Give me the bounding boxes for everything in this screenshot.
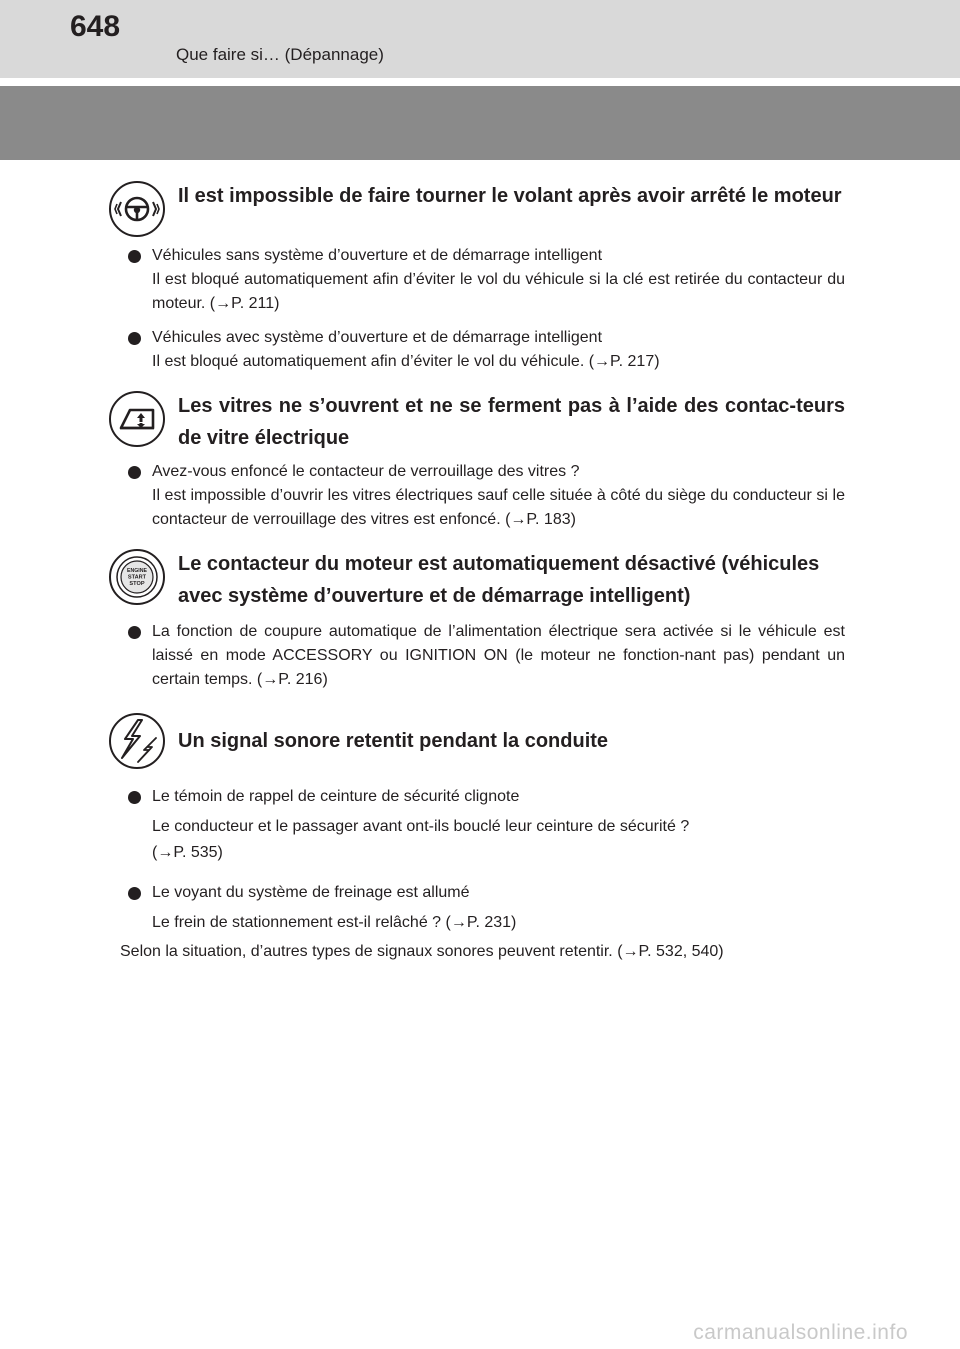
header-band	[0, 0, 960, 78]
section-heading	[108, 178, 845, 238]
list-item	[108, 460, 845, 532]
icon-label-engine: ENGINE	[127, 568, 147, 574]
section-title: Les vitres ne s’ouvrent et ne se ferment pas à l’aide des contac-teurs de vitre électrique	[178, 395, 845, 449]
bullet-dot	[128, 250, 141, 263]
bullet-text: Le frein de stationnement est-il relâché ? (→P. 231)	[152, 914, 517, 931]
watermark: carmanualsonline.info	[693, 1321, 908, 1344]
section-engine-switch	[108, 546, 845, 692]
bullet-text: Il est bloqué automatiquement afin d’éviter le vol du véhicule. (→P. 217)	[152, 353, 660, 370]
bullet-text: Il est impossible d’ouvrir les vitres électriques sauf celle située à côté du siège du conducteur si le contacteur de verrouillage des vitres est enfoncé. (→P. 183)	[152, 487, 845, 528]
section-title: Le contacteur du moteur est automatiquement désactivé (véhicules avec système d’ouverture et de démarrage intelligent)	[178, 553, 820, 607]
bullet-dot	[128, 887, 141, 900]
bullet-lead: Véhicules avec système d’ouverture et de démarrage intelligent	[152, 329, 603, 346]
page-content	[108, 178, 845, 964]
section-buzzer	[108, 710, 845, 964]
bullet-lead: Le témoin de rappel de ceinture de sécurité clignote	[152, 788, 520, 805]
list-item	[108, 244, 845, 316]
section-power-windows	[108, 388, 845, 532]
section-title: Un signal sonore retentit pendant la conduite	[178, 730, 609, 752]
bullet-text: Le conducteur et le passager avant ont-ils bouclé leur ceinture de sécurité ?	[152, 818, 690, 835]
section-heading	[108, 388, 845, 454]
list-item	[108, 784, 845, 866]
bullet-text: (→P. 535)	[152, 844, 223, 861]
bullet-lead: Véhicules sans système d’ouverture et de démarrage intelligent	[152, 247, 603, 264]
bullet-text: Il est bloqué automatiquement afin d’éviter le vol du véhicule si la clé est retirée du contacteur du moteur. (→P. 211)	[152, 271, 845, 312]
bullet-lead: Le voyant du système de freinage est allumé	[152, 884, 470, 901]
bullet-dot	[128, 332, 141, 345]
steering-wheel-icon	[108, 180, 166, 238]
bullet-dot	[128, 791, 141, 804]
bullet-lead: Avez-vous enfoncé le contacteur de verrouillage des vitres ?	[152, 463, 580, 480]
section-heading	[108, 710, 845, 770]
section-heading	[108, 546, 845, 612]
list-item	[108, 880, 845, 936]
section-steering-lock	[108, 178, 845, 374]
footnote: Selon la situation, d’autres types de signaux sonores peuvent retentir. (→P. 532, 540)	[120, 943, 724, 960]
list-item	[108, 620, 845, 692]
page-number: 648	[70, 10, 121, 43]
power-window-icon	[108, 390, 166, 448]
icon-label-start: START	[127, 574, 147, 581]
bullet-lead: La fonction de coupure automatique de l’alimentation électrique sera activée si le véhicule est laissé en mode ACCESSORY ou IGNITION ON (le moteur ne fonction-nant pas) pendant un certain temps. (→P. 216)	[152, 623, 845, 688]
warning-buzzer-icon	[108, 712, 166, 770]
engine-start-stop-icon	[108, 548, 166, 606]
section-band	[0, 86, 960, 160]
bullet-dot	[128, 466, 141, 479]
icon-label-stop: STOP	[129, 581, 145, 587]
bullet-dot	[128, 626, 141, 639]
list-item	[108, 326, 845, 374]
section-title: Il est impossible de faire tourner le volant après avoir arrêté le moteur	[178, 185, 842, 207]
chapter-title: Que faire si… (Dépannage)	[176, 45, 384, 64]
